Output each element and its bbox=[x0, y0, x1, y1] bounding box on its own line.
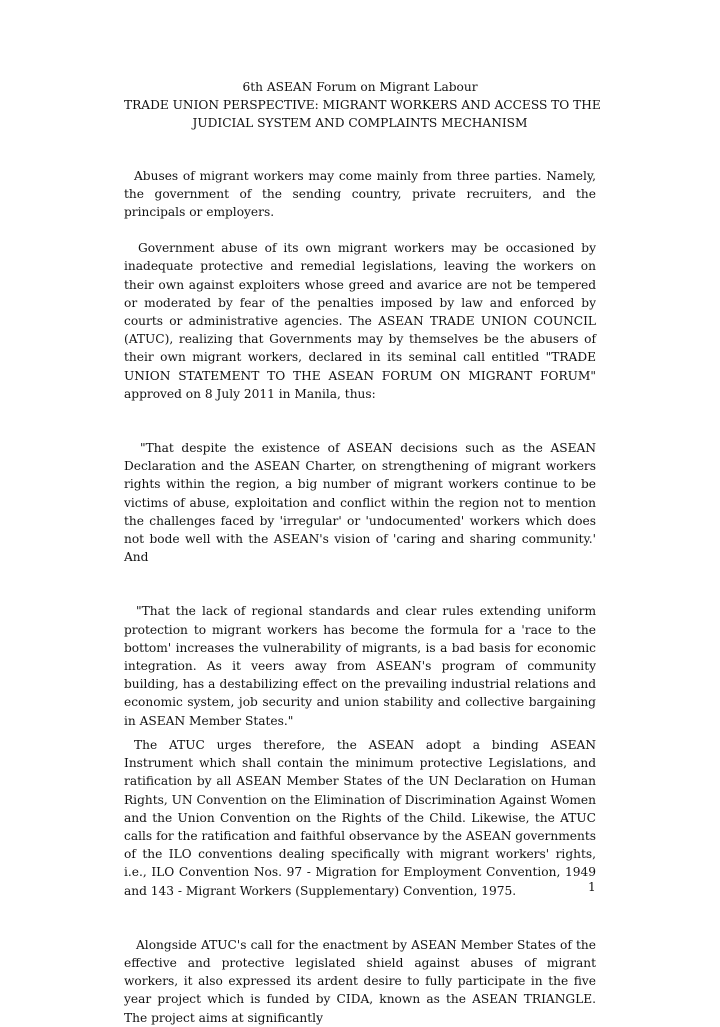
document-page bbox=[124, 78, 601, 1027]
paragraph-abuse-sources: Abuses of migrant workers may come mainly from three parties. Namely, the government of the sending country, private recruiters, and the principals or employers. bbox=[124, 168, 596, 220]
document-title bbox=[124, 78, 601, 133]
paragraph-atuc-urges: The ATUC urges therefore, the ASEAN adopt a binding ASEAN Instrument which shall contain the minimum protective Legislations, and ratification by all ASEAN Member States of the UN Declaration on Human Rights, UN Convention on the Elimination of Discrimination Against Women and the Union Convention on the Rights of the Child. Likewise, the ATUC calls for the ratification and faithful observance by the ASEAN governments of the ILO conventions dealing specifically with migrant workers' rights, i.e., ILO Convention Nos. 97 - Migration for Employment Convention, 1949 and 143 - Migrant Workers (Supplementary) Convention, 1975. bbox=[124, 737, 596, 898]
page-number: 1 bbox=[588, 880, 596, 894]
title-line-2: TRADE UNION PERSPECTIVE: MIGRANT WORKERS AND ACCESS TO THE bbox=[124, 98, 601, 113]
quote-asean-decisions: "That despite the existence of ASEAN decisions such as the ASEAN Declaration and the ASEAN Charter, on strengthening of migrant workers rights within the region, a big number of migrant workers continue to be victims of abuse, exploitation and conflict within the region not to mention the challenges faced by 'irregular' or 'undocumented' workers which does not bode well with the ASEAN's vision of 'caring and sharing community.' And bbox=[124, 441, 596, 565]
paragraph-government-abuse: Government abuse of its own migrant workers may be occasioned by inadequate protective and remedial legislations, leaving the workers on their own against exploiters whose greed and avarice are not be tempered or moderated by fear of the penalties imposed by law and enforced by courts or administrative agencies. The ASEAN TRADE UNION COUNCIL (ATUC), realizing that Governments may by themselves be the abusers of their own migrant workers, declared in its seminal call entitled "TRADE UNION STATEMENT TO THE ASEAN FORUM ON MIGRANT FORUM" approved on 8 July 2011 in Manila, thus: bbox=[124, 241, 596, 401]
title-line-3: JUDICIAL SYSTEM AND COMPLAINTS MECHANISM bbox=[192, 116, 528, 131]
paragraph-asean-triangle: Alongside ATUC's call for the enactment by ASEAN Member States of the effective and protective legislated shield against abuses of migrant workers, it also expressed its ardent desire to fully participate in the five year project which is funded by CIDA, known as the ASEAN TRIANGLE. The project aims at significantly bbox=[124, 937, 596, 1025]
title-line-1: 6th ASEAN Forum on Migrant Labour bbox=[242, 80, 478, 94]
quote-regional-standards: "That the lack of regional standards and clear rules extending uniform protection to migrant workers has become the formula for a 'race to the bottom' increases the vulnerability of migrants, is a bad basis for economic integration. As it veers away from ASEAN's program of community building, has a destabilizing effect on the prevailing industrial relations and economic system, job security and union stability and collective bargaining in ASEAN Member States." bbox=[124, 604, 596, 728]
